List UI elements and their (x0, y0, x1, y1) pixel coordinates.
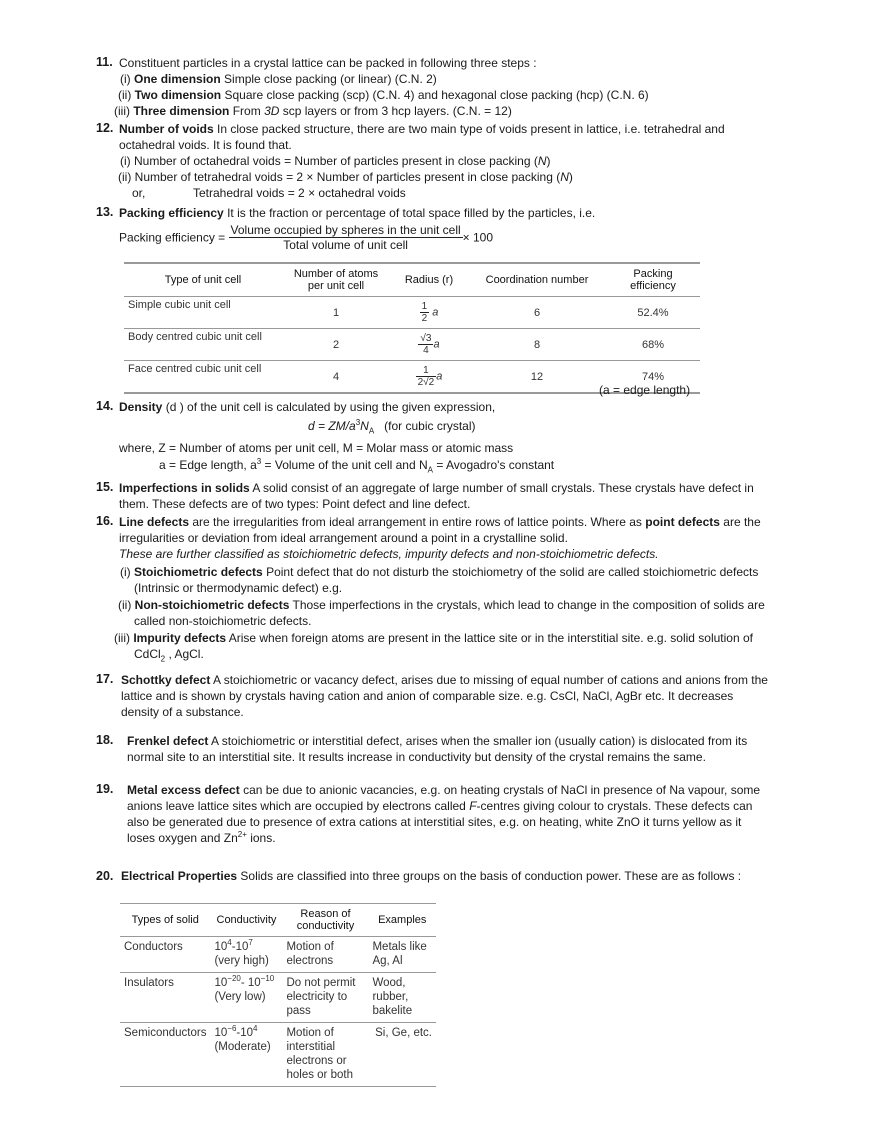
text-span: = Avogadro's constant (432, 458, 555, 472)
text-span (120, 904, 436, 1087)
table-cell: Semiconductors (124, 1027, 207, 1039)
text-span: ions. (246, 831, 276, 845)
table-cell: 2 (282, 329, 390, 361)
text-span: A stoichiometric or interstitial defect, arises when the smaller ion (usually cation) is dislocated from its (211, 734, 748, 748)
text-span: Impurity defects (133, 631, 227, 645)
text-span: d = ZM/a (308, 419, 356, 433)
text-span: Packing efficiency (119, 206, 224, 220)
text-span: (very high) (214, 955, 269, 967)
text-span (420, 301, 430, 324)
text-span: A stoichiometric or vacancy defect, arises due to missing of equal number of cations and anions from the (213, 673, 768, 687)
item-number: 15. (96, 480, 114, 494)
table-cell: Body centred cubic unit cell (124, 329, 282, 361)
text-span: 3D (264, 104, 280, 118)
s15-line1 (119, 480, 754, 496)
text-span: Three dimension (133, 104, 230, 118)
text-span: Metal excess defect (127, 783, 240, 797)
text-span: A (368, 426, 375, 436)
item-number: 13. (96, 205, 114, 219)
table-cell: 1 (282, 297, 390, 329)
text-span: 1 (416, 365, 437, 377)
electrical-properties-table (120, 903, 436, 1087)
item-number: 17. (96, 672, 114, 686)
item-number: 12. (96, 121, 114, 135)
text-span: 7 (248, 938, 253, 948)
s15-line2: them. These defects are of two types: Point defect and line defect. (119, 497, 471, 511)
table-cell: 4 (332, 370, 340, 383)
s11-text: Constituent particles in a crystal lattice can be packed in following three steps : (119, 56, 537, 70)
s19-line3: also be generated due to presence of extra cations at interstitial sites, e.g. on heating, white ZnO it turns yellow as it (127, 815, 742, 829)
text-span: 10 (214, 977, 228, 989)
s11-i (120, 71, 437, 87)
text-span: From (232, 104, 261, 118)
item-number: 18. (96, 733, 114, 747)
edge-length-note: (a = edge length) (599, 383, 691, 397)
text-span: loses oxygen and Zn (127, 831, 238, 845)
table-cell: Insulators (120, 973, 210, 1023)
s14-text (119, 399, 495, 415)
s11-ii (118, 87, 649, 103)
text-span (124, 263, 700, 393)
table-cell: Metals like Ag, Al (368, 937, 436, 973)
text-span: F (469, 799, 477, 813)
table-cell: Face centred cubic unit cell (128, 363, 262, 375)
text-span: 2√2 (417, 377, 435, 388)
s16-line1 (119, 514, 761, 530)
table-row (124, 297, 700, 329)
table-cell: Simple cubic unit cell (124, 297, 282, 329)
s12-or: or, (132, 186, 146, 200)
s17-line3: density of a substance. (121, 705, 244, 719)
table-cell (210, 937, 282, 973)
text-span: ) (568, 170, 573, 184)
text-span: a (433, 338, 440, 351)
text-span: Point defect that do not disturb the stoichiometry of the solid are called stoichiometric defects (266, 565, 759, 579)
text-span: Solids are classified into three groups on the basis of conduction power. These are as follows : (240, 869, 742, 883)
s16-line2: irregularities or deviation from ideal arrangement around a point in a crystalline solid. (119, 531, 568, 545)
text-span: (ii) (118, 598, 132, 612)
text-span: Number of voids (119, 122, 214, 136)
table-cell: 74% (641, 370, 665, 383)
table-cell: Conductors (120, 937, 210, 973)
text-span: , AgCl. (165, 647, 204, 661)
table-row (124, 329, 700, 361)
column-header: Types of solid (120, 904, 210, 937)
text-span: (ii) Number of tetrahedral voids = 2 × Number of particles present in close packing ( (118, 170, 561, 184)
text-span: Electrical Properties (121, 869, 238, 883)
text-span: Total volume of unit cell (283, 238, 408, 252)
text-span: A (427, 465, 433, 475)
table-cell: 68% (606, 329, 700, 361)
text-span: N (360, 419, 369, 433)
packing-formula (119, 223, 493, 252)
text-span: (i) Number of octahedral voids = Number of particles present in close packing ( (120, 154, 538, 168)
table-row (120, 973, 436, 1023)
table-cell: Wood, rubber, bakelite (368, 973, 436, 1023)
item-number: 11. (96, 55, 113, 69)
text-span: It is the fraction or percentage of total space filled by the particles, i.e. (227, 206, 596, 220)
column-header: Number of atoms per unit cell (282, 263, 390, 297)
text-span: (Moderate) (214, 1041, 271, 1053)
text-span: 1 (421, 301, 428, 312)
text-span: 3 (355, 418, 361, 427)
column-header: Conductivity (210, 904, 282, 937)
text-span: 2 (421, 313, 428, 324)
s17-line1 (121, 672, 768, 688)
column-header: Reason of conductivity (282, 904, 368, 937)
text-span: × 100 (462, 230, 494, 245)
text-span: 4 (227, 938, 232, 948)
table-cell: 52.4% (606, 297, 700, 329)
s19-line4 (127, 830, 276, 846)
text-span: √3 (420, 333, 432, 344)
text-span: 10 (235, 941, 249, 953)
text-span: can be due to anionic vacancies, e.g. on heating crystals of NaCl in presence of Na vapour, some (243, 783, 761, 797)
text-span: N (560, 170, 569, 184)
text-span: Non-stoichiometric defects (134, 598, 290, 612)
text-span: 3 (256, 457, 262, 466)
text-span: 4 (423, 345, 429, 356)
text-span: −10 (260, 974, 275, 984)
s16-italic: These are further classified as stoichiometric defects, impurity defects and non-stoichiometric defects. (119, 547, 659, 561)
text-span: - (236, 1027, 241, 1039)
table-cell: 12 (530, 370, 544, 383)
text-span: a (436, 370, 443, 383)
text-span: N (537, 154, 547, 168)
s16-ii (118, 597, 765, 613)
text-span: are the (723, 515, 761, 529)
s12-or-text: Tetrahedral voids = 2 × octahedral voids (193, 186, 406, 200)
s19-line2 (127, 798, 752, 814)
text-span: (iii) (114, 631, 130, 645)
text-span: are the irregularities from ideal arrangement in entire rows of lattice points. Where as (192, 515, 642, 529)
s13-text (119, 205, 595, 221)
table-cell: 8 (468, 329, 606, 361)
s12-i (120, 153, 551, 169)
text-span: scp layers or from 3 hcp layers. (C.N. = 12) (282, 104, 512, 118)
item-number: 16. (96, 514, 114, 528)
text-span: Schottky defect (121, 673, 211, 687)
text-span: - (240, 977, 248, 989)
column-header: Type of unit cell (124, 263, 282, 297)
table-cell: Do not permit electricity to pass (282, 973, 368, 1023)
text-span: (i) (120, 72, 131, 86)
item-number: 19. (96, 782, 114, 796)
s16-i-cont: (Intrinsic or thermodynamic defect) e.g. (134, 581, 343, 595)
table-cell (210, 973, 282, 1023)
text-span: Imperfections in solids (119, 481, 250, 495)
text-span: −20 (227, 974, 241, 984)
table-cell (390, 297, 468, 329)
text-span: 10 (240, 1027, 254, 1039)
text-span: Frenkel defect (127, 734, 209, 748)
density-formula (308, 418, 476, 434)
text-span: Volume occupied by spheres in the unit cell (230, 223, 461, 237)
table-row (120, 1023, 436, 1087)
s18-line2: normal site to an interstitial site. It results increase in conductivity but density of the crystal remains the same. (127, 750, 706, 764)
item-number: 14. (96, 399, 114, 413)
text-span: (Very low) (214, 991, 266, 1003)
s19-line1 (127, 782, 760, 798)
text-span: In close packed structure, there are two main type of voids present in lattice, i.e. tetrahedral and (217, 122, 725, 136)
s12-line1 (119, 121, 725, 137)
text-span: Density (119, 400, 163, 414)
unit-cell-table (124, 262, 700, 394)
text-span: 2 (160, 654, 166, 664)
text-span: 10 (247, 977, 261, 989)
table-cell: 6 (468, 297, 606, 329)
s16-i (120, 564, 758, 580)
column-header: Packing efficiency (606, 263, 700, 297)
text-span: 10 (214, 1027, 228, 1039)
table-cell (390, 361, 468, 394)
text-span: −6 (227, 1024, 237, 1034)
text-span: (for cubic crystal) (384, 419, 476, 433)
text-span: One dimension (134, 72, 221, 86)
s11-iii (114, 103, 512, 119)
s20-text (121, 868, 741, 884)
table-header (124, 263, 700, 297)
table-header (120, 904, 436, 937)
column-header: Examples (368, 904, 436, 937)
text-span: 4 (253, 1024, 258, 1034)
text-span: (d ) of the unit cell is calculated by using the given expression, (165, 400, 496, 414)
table-cell: Motion of electrons (282, 937, 368, 973)
text-span: a (432, 306, 439, 319)
text-span: (ii) (118, 88, 132, 102)
s16-ii-cont: called non-stoichiometric defects. (134, 614, 312, 628)
text-span: Two dimension (134, 88, 222, 102)
text-span: A solid consist of an aggregate of large number of small crystals. These crystals have defect in (252, 481, 754, 495)
text-span: -centres giving colour to crystals. These defects can (476, 799, 753, 813)
s14-where1: where, Z = Number of atoms per unit cell, M = Molar mass or atomic mass (119, 441, 514, 455)
s12-line2: octahedral voids. It is found that. (119, 138, 292, 152)
text-span (416, 365, 437, 388)
column-header: Coordination number (468, 263, 606, 297)
text-span: Arise when foreign atoms are present in the lattice site or in the interstitial site. e.g. solid solution of (228, 631, 753, 645)
text-span: Packing efficiency = (119, 230, 226, 245)
text-span: Stoichiometric defects (134, 565, 263, 579)
text-span: - (231, 941, 236, 953)
text-span: 2+ (237, 830, 247, 839)
table-cell: Motion of interstitial electrons or holes or both (286, 1027, 353, 1081)
text-span: (iii) (114, 104, 130, 118)
text-span: point defects (645, 515, 720, 529)
s16-iii (114, 630, 753, 646)
table-row (120, 937, 436, 973)
column-header: Radius (r) (390, 263, 468, 297)
s17-line2: lattice and is shown by crystals having cation and anion of comparable size. e.g. CsCl, NaCl, AgBr etc. It decreases (121, 689, 734, 703)
item-number: 20. (96, 869, 114, 883)
text-span (229, 223, 463, 252)
s18-line1 (127, 733, 747, 749)
s14-where2 (159, 457, 554, 473)
table-cell: Si, Ge, etc. (375, 1027, 432, 1039)
text-span: CdCl (134, 647, 161, 661)
text-span: a = Edge length, a (159, 458, 257, 472)
text-span (418, 333, 433, 356)
text-span: Simple close packing (or linear) (C.N. 2) (224, 72, 437, 86)
table-cell (210, 1023, 282, 1087)
table-cell (390, 329, 468, 361)
text-span: Those imperfections in the crystals, which lead to change in the composition of solids are (292, 598, 765, 612)
text-span: Square close packing (scp) (C.N. 4) and hexagonal close packing (hcp) (C.N. 6) (224, 88, 649, 102)
s16-iii-cont (134, 646, 204, 662)
text-span: Line defects (119, 515, 190, 529)
text-span: (i) (120, 565, 131, 579)
text-span: anions leave lattice sites which are occupied by electrons called (127, 799, 466, 813)
s12-ii (118, 169, 573, 185)
text-span: 10 (214, 941, 228, 953)
text-span: = Volume of the unit cell and N (261, 458, 428, 472)
text-span: ) (546, 154, 551, 168)
